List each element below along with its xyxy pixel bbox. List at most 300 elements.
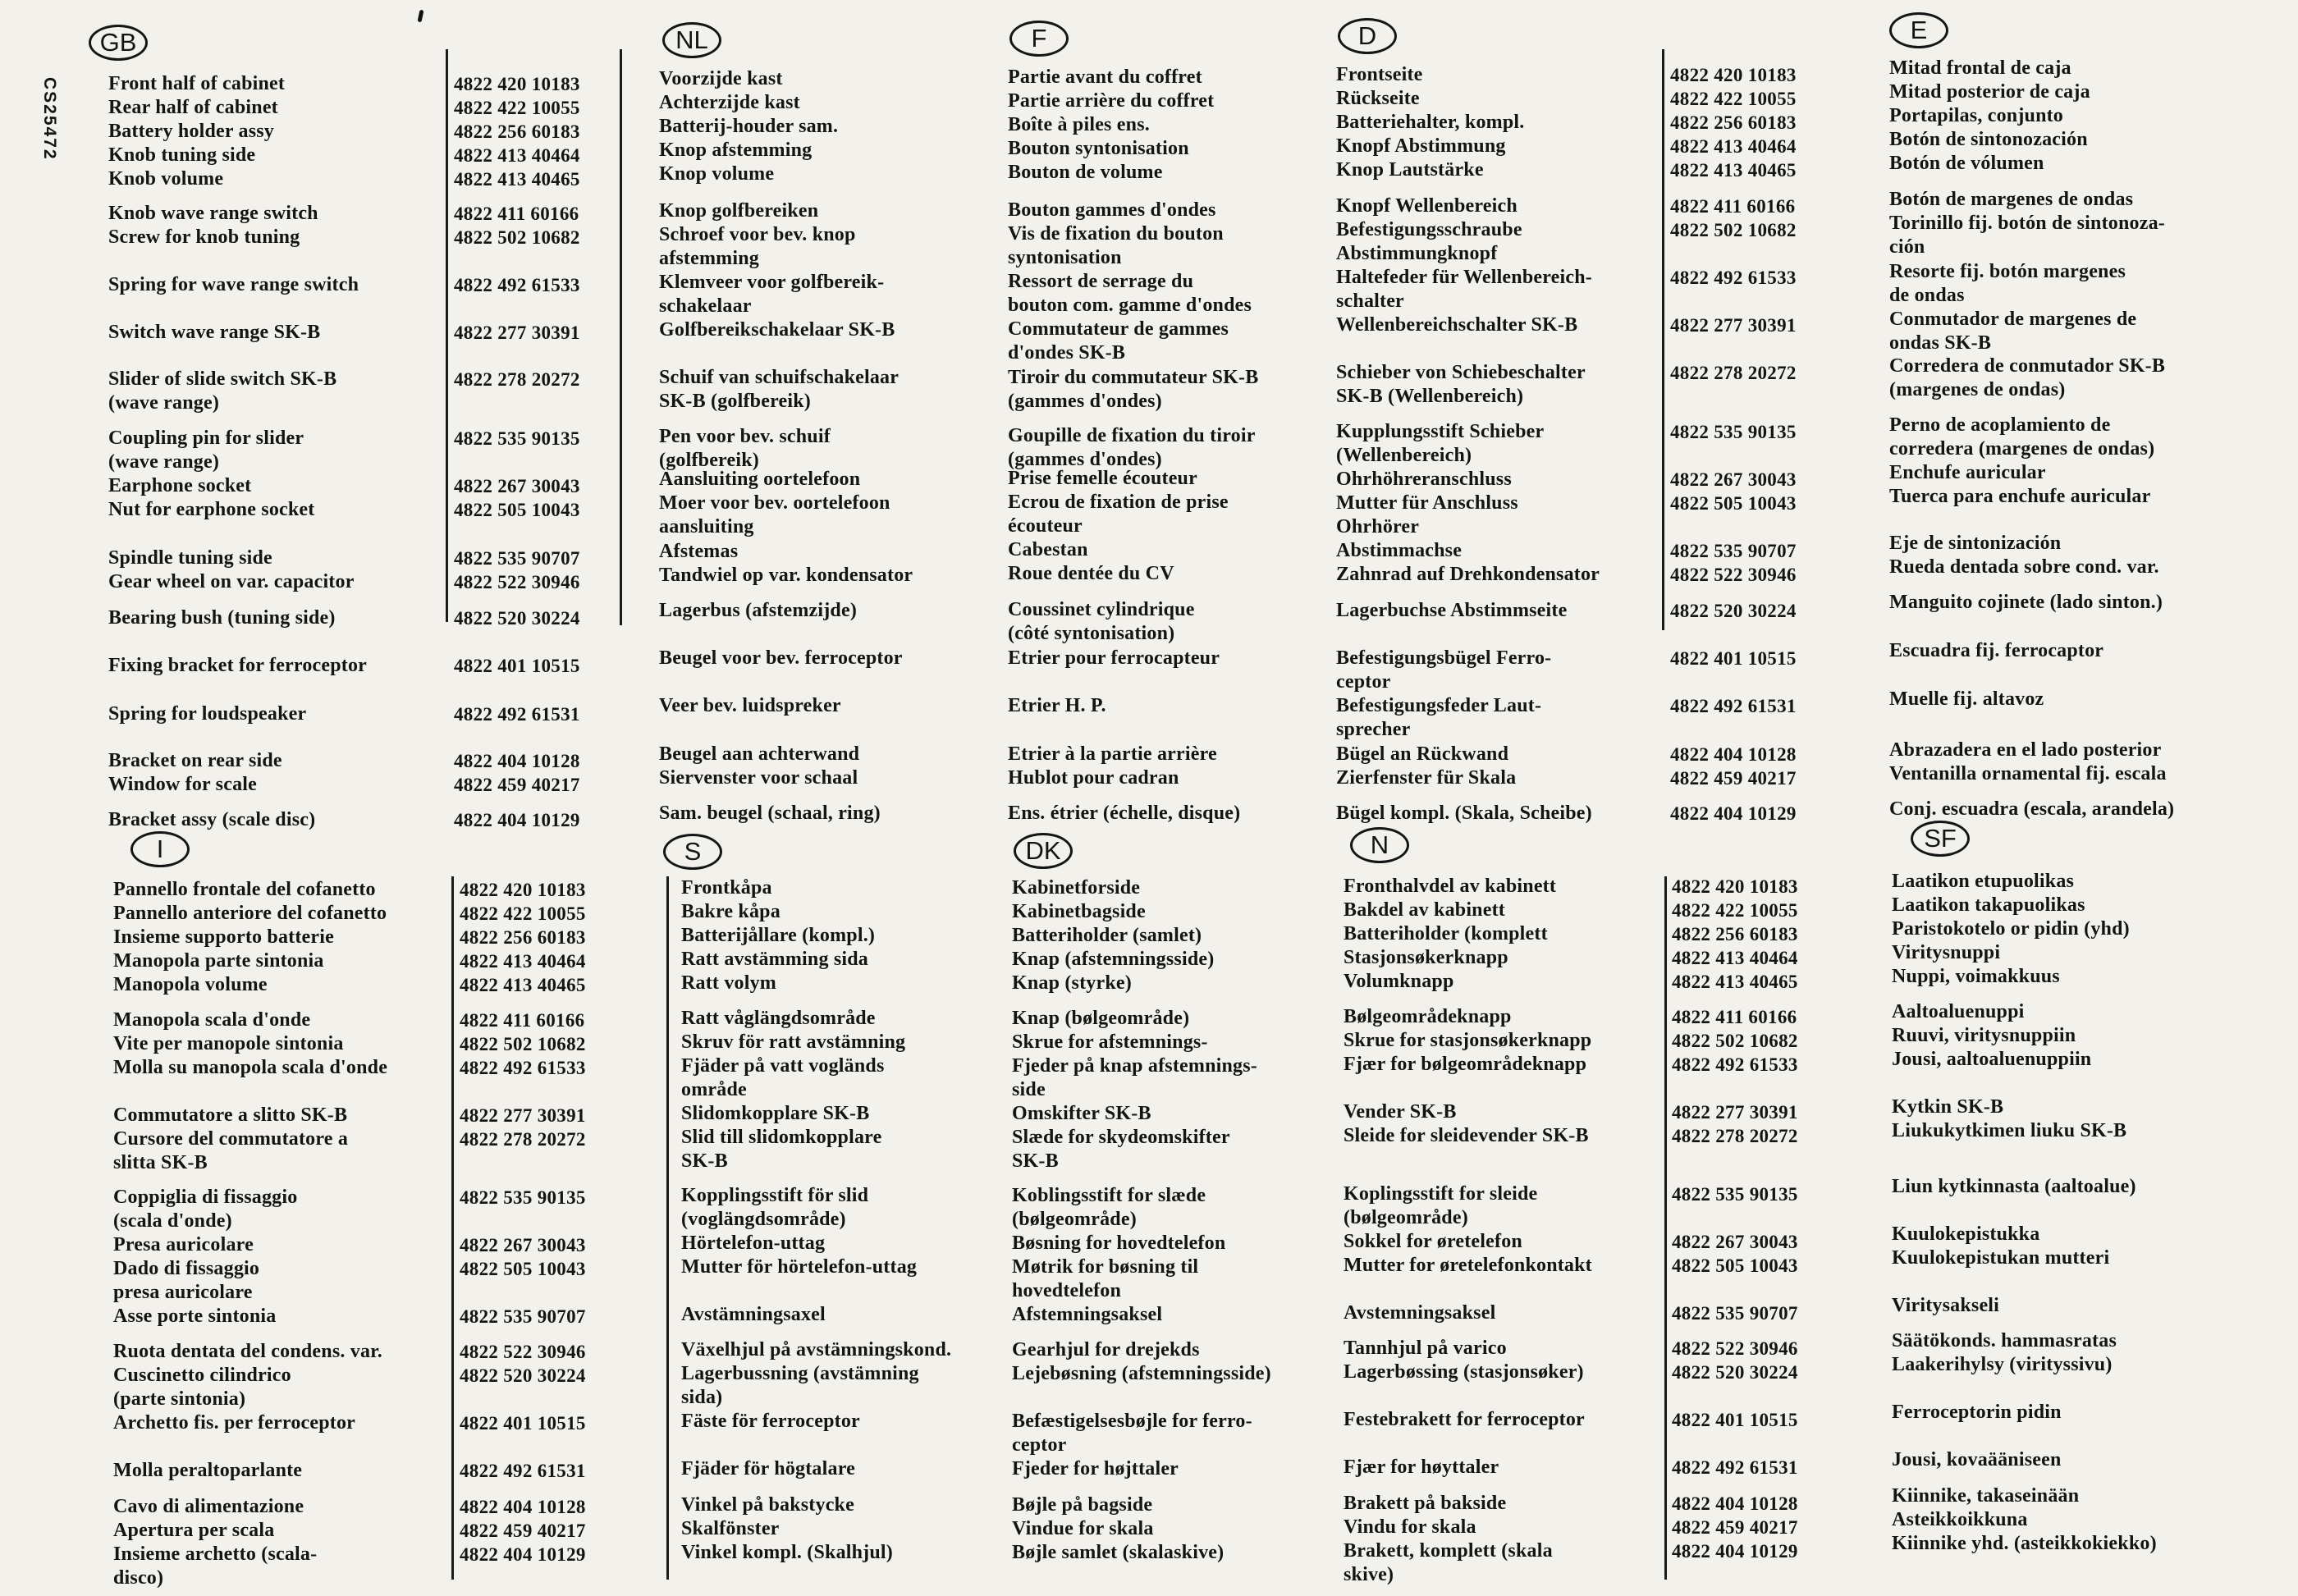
part-number-gb: 4822 535 90707 — [454, 548, 580, 569]
part-description-i: Coppiglia di fissaggio (scala d'onde) — [113, 1187, 298, 1232]
part-number-i: 4822 520 30224 — [460, 1365, 586, 1386]
part-number-i: 4822 492 61531 — [460, 1461, 586, 1481]
part-description-i: Archetto fis. per ferroceptor — [113, 1412, 356, 1434]
part-number-d: 4822 267 30043 — [1670, 469, 1797, 490]
part-number-d: 4822 502 10682 — [1670, 220, 1797, 240]
part-description-nl: Batterij-houder sam. — [659, 116, 839, 137]
part-description-gb: Earphone socket — [108, 475, 252, 496]
part-number-gb: 4822 404 10128 — [454, 751, 580, 771]
part-number-n: 4822 459 40217 — [1672, 1517, 1798, 1538]
part-number-i: 4822 404 10128 — [460, 1497, 586, 1517]
part-description-nl: Knop golfbereiken — [659, 200, 819, 222]
part-description-d: Abstimmachse — [1336, 540, 1463, 561]
part-description-d: Bügel kompl. (Skala, Scheibe) — [1336, 803, 1592, 824]
part-number-n: 4822 404 10128 — [1672, 1493, 1798, 1514]
part-description-sf: Laakerihylsy (virityssivu) — [1892, 1354, 2113, 1375]
language-badge-i: I — [130, 831, 190, 867]
part-description-f: Prise femelle écouteur — [1008, 468, 1197, 489]
language-badge-s: S — [663, 834, 722, 870]
part-description-d: Befestigungsschraube Abstimmungknopf — [1336, 219, 1522, 264]
part-description-nl: Schuif van schuifschakelaar SK-B (golfbereik) — [659, 367, 900, 412]
part-number-gb: 4822 267 30043 — [454, 476, 580, 496]
part-number-gb: 4822 492 61533 — [454, 275, 580, 295]
part-description-f: Cabestan — [1008, 539, 1088, 560]
part-number-n: 4822 492 61533 — [1672, 1054, 1798, 1075]
column-divider-n — [1664, 876, 1667, 1580]
part-number-i: 4822 422 10055 — [460, 903, 586, 924]
part-description-gb: Front half of cabinet — [108, 73, 286, 94]
part-number-d: 4822 256 60183 — [1670, 112, 1797, 133]
part-description-gb: Bracket assy (scale disc) — [108, 809, 316, 830]
part-description-n: Brakett på bakside — [1344, 1493, 1507, 1514]
part-description-e: Enchufe auricular — [1889, 462, 2046, 483]
part-number-gb: 4822 404 10129 — [454, 810, 580, 830]
part-description-f: Etrier pour ferrocapteur — [1008, 647, 1220, 669]
part-description-i: Apertura per scala — [113, 1520, 275, 1541]
part-number-gb: 4822 522 30946 — [454, 572, 580, 592]
part-number-gb: 4822 278 20272 — [454, 369, 580, 390]
part-description-sf: Paristokotelo or pidin (yhd) — [1892, 918, 2130, 940]
part-description-f: Ecrou de fixation de prise écouteur — [1008, 492, 1229, 537]
part-description-d: Knopf Wellenbereich — [1336, 195, 1518, 217]
part-description-dk: Knap (styrke) — [1012, 972, 1132, 994]
part-description-n: Bølgeområdeknapp — [1344, 1006, 1512, 1027]
part-description-n: Batteriholder (komplett — [1344, 923, 1548, 944]
part-description-e: Escuadra fij. ferrocaptor — [1889, 640, 2104, 661]
part-number-gb: 4822 535 90135 — [454, 428, 580, 449]
part-description-d: Zahnrad auf Drehkondensator — [1336, 564, 1600, 585]
part-description-e: Perno de acoplamiento de corredera (margenes de ondas) — [1889, 414, 2155, 460]
part-number-i: 4822 459 40217 — [460, 1521, 586, 1541]
part-number-i: 4822 505 10043 — [460, 1259, 586, 1279]
column-divider-s — [666, 876, 669, 1580]
part-description-dk: Lejebøsning (afstemningsside) — [1012, 1363, 1271, 1384]
part-number-n: 4822 535 90135 — [1672, 1184, 1798, 1205]
part-description-f: Bouton syntonisation — [1008, 138, 1189, 159]
part-number-gb: 4822 520 30224 — [454, 608, 580, 629]
part-number-d: 4822 420 10183 — [1670, 65, 1797, 85]
part-description-s: Avstämningsaxel — [681, 1304, 826, 1325]
part-description-gb: Bracket on rear side — [108, 750, 282, 771]
part-description-d: Frontseite — [1336, 64, 1423, 85]
ink-speck — [417, 10, 423, 23]
part-description-d: Mutter für Anschluss Ohrhörer — [1336, 492, 1518, 537]
part-number-i: 4822 413 40465 — [460, 975, 586, 995]
part-description-sf: Liun kytkinnasta (aaltoalue) — [1892, 1176, 2136, 1197]
part-description-s: Ratt volym — [681, 972, 776, 994]
part-description-dk: Bøjle på bagside — [1012, 1494, 1153, 1516]
part-description-f: Ens. étrier (échelle, disque) — [1008, 803, 1241, 824]
part-description-i: Cavo di alimentazione — [113, 1496, 304, 1517]
part-description-d: Rückseite — [1336, 88, 1420, 109]
part-number-n: 4822 520 30224 — [1672, 1362, 1798, 1383]
part-description-gb: Knob tuning side — [108, 144, 256, 166]
part-description-n: Brakett, komplett (skala skive) — [1344, 1540, 1553, 1585]
part-description-nl: Achterzijde kast — [659, 92, 800, 113]
part-description-gb: Bearing bush (tuning side) — [108, 607, 336, 629]
part-description-i: Ruota dentata del condens. var. — [113, 1341, 383, 1362]
part-description-f: Partie arrière du coffret — [1008, 90, 1215, 112]
part-description-n: Fjær for bølgeområdeknapp — [1344, 1054, 1587, 1075]
part-number-gb: 4822 459 40217 — [454, 775, 580, 795]
part-description-d: Zierfenster für Skala — [1336, 767, 1517, 789]
part-number-d: 4822 411 60166 — [1670, 196, 1796, 217]
part-description-gb: Screw for knob tuning — [108, 226, 300, 248]
part-description-dk: Bøsning for hovedtelefon — [1012, 1232, 1226, 1254]
part-description-f: Bouton de volume — [1008, 162, 1163, 183]
part-description-s: Frontkåpa — [681, 877, 772, 899]
language-badge-nl: NL — [662, 22, 721, 58]
part-number-d: 4822 401 10515 — [1670, 648, 1797, 669]
part-description-d: Ohrhöhreranschluss — [1336, 469, 1512, 490]
part-description-s: Ratt våglängdsområde — [681, 1008, 876, 1029]
part-number-n: 4822 420 10183 — [1672, 876, 1798, 897]
part-description-s: Vinkel på bakstycke — [681, 1494, 854, 1516]
part-description-dk: Bøjle samlet (skalaskive) — [1012, 1542, 1225, 1563]
part-description-e: Botón de sintonozación — [1889, 129, 2088, 150]
part-number-d: 4822 404 10128 — [1670, 744, 1797, 765]
part-description-f: Boîte à piles ens. — [1008, 114, 1150, 135]
part-number-i: 4822 278 20272 — [460, 1129, 586, 1150]
part-number-n: 4822 535 90707 — [1672, 1303, 1798, 1324]
part-number-d: 4822 535 90135 — [1670, 422, 1797, 442]
part-description-n: Festebrakett for ferroceptor — [1344, 1409, 1585, 1430]
part-description-dk: Koblingsstift for slæde (bølgeområde) — [1012, 1185, 1206, 1230]
part-description-nl: Golfbereikschakelaar SK-B — [659, 319, 895, 341]
part-description-i: Molla su manopola scala d'onde — [113, 1057, 388, 1078]
part-number-gb: 4822 256 60183 — [454, 121, 580, 142]
part-number-d: 4822 422 10055 — [1670, 89, 1797, 109]
part-number-gb: 4822 277 30391 — [454, 322, 580, 343]
part-description-s: Växelhjul på avstämningskond. — [681, 1339, 952, 1360]
part-description-s: Lagerbussning (avstämning sida) — [681, 1363, 919, 1408]
part-description-n: Skrue for stasjonsøkerknapp — [1344, 1030, 1592, 1051]
part-description-nl: Klemveer voor golfbereik- schakelaar — [659, 272, 885, 317]
part-number-i: 4822 413 40464 — [460, 951, 586, 972]
part-description-s: Bakre kåpa — [681, 901, 780, 922]
part-description-e: Eje de sintonización — [1889, 533, 2062, 554]
part-description-dk: Gearhjul for drejekds — [1012, 1339, 1200, 1360]
part-description-dk: Kabinetbagside — [1012, 901, 1146, 922]
part-description-i: Vite per manopole sintonia — [113, 1033, 344, 1054]
part-description-nl: Knop afstemming — [659, 139, 813, 161]
part-number-i: 4822 401 10515 — [460, 1413, 586, 1434]
part-description-i: Commutatore a slitto SK-B — [113, 1104, 348, 1126]
part-number-i: 4822 535 90135 — [460, 1187, 586, 1208]
part-description-f: Vis de fixation du bouton syntonisation — [1008, 223, 1224, 268]
part-description-sf: Aaltoaluenuppi — [1892, 1001, 2025, 1022]
part-description-e: Tuerca para enchufe auricular — [1889, 486, 2151, 507]
part-number-i: 4822 267 30043 — [460, 1235, 586, 1255]
part-number-n: 4822 413 40465 — [1672, 972, 1798, 992]
part-description-sf: Kytkin SK-B — [1892, 1096, 2004, 1118]
part-description-gb: Knob wave range switch — [108, 203, 318, 224]
part-description-d: Schieber von Schiebeschalter SK-B (Wellenbereich) — [1336, 362, 1586, 407]
part-description-f: Coussinet cylindrique (côté syntonisation) — [1008, 599, 1195, 644]
part-description-nl: Sam. beugel (schaal, ring) — [659, 803, 881, 824]
part-description-d: Knop Lautstärke — [1336, 159, 1484, 181]
part-description-s: Kopplingsstift för slid (voglängdsområde) — [681, 1185, 869, 1230]
part-description-dk: Knap (afstemningsside) — [1012, 949, 1215, 970]
part-number-n: 4822 502 10682 — [1672, 1031, 1798, 1051]
part-description-e: Mitad posterior de caja — [1889, 81, 2090, 103]
part-description-gb: Spring for loudspeaker — [108, 703, 307, 725]
part-description-f: Goupille de fixation du tiroir (gammes d'ondes) — [1008, 425, 1256, 470]
part-description-d: Wellenbereichschalter SK-B — [1336, 314, 1578, 336]
part-number-d: 4822 413 40464 — [1670, 136, 1797, 157]
part-description-sf: Liukukytkimen liuku SK-B — [1892, 1120, 2127, 1141]
part-number-n: 4822 404 10129 — [1672, 1541, 1798, 1562]
part-description-dk: Fjeder på knap afstemnings- side — [1012, 1055, 1257, 1100]
part-description-nl: Aansluiting oortelefoon — [659, 469, 861, 490]
part-description-e: Torinillo fij. botón de sintonoza- ción — [1889, 213, 2165, 258]
part-description-gb: Knob volume — [108, 168, 224, 190]
part-description-sf: Kuulokepistukan mutteri — [1892, 1247, 2110, 1269]
part-description-gb: Gear wheel on var. capacitor — [108, 571, 355, 592]
language-badge-f: F — [1009, 21, 1069, 57]
part-description-sf: Asteikkoikkuna — [1892, 1509, 2028, 1530]
part-description-i: Asse porte sintonia — [113, 1306, 277, 1327]
part-number-n: 4822 492 61531 — [1672, 1457, 1798, 1478]
part-number-gb: 4822 413 40465 — [454, 169, 580, 190]
part-description-f: Partie avant du coffret — [1008, 66, 1202, 88]
part-description-dk: Befæstigelsesbøjle for ferro- ceptor — [1012, 1411, 1252, 1456]
part-description-sf: Kiinnike yhd. (asteikkokiekko) — [1892, 1533, 2157, 1554]
part-description-gb: Window for scale — [108, 774, 257, 795]
part-description-i: Insieme supporto batterie — [113, 926, 334, 948]
part-description-e: Conmutador de margenes de ondas SK-B — [1889, 309, 2137, 354]
part-description-i: Cuscinetto cilindrico (parte sintonia) — [113, 1365, 291, 1410]
part-description-n: Tannhjul på varico — [1344, 1338, 1507, 1359]
part-description-n: Avstemningsaksel — [1344, 1302, 1496, 1324]
part-description-f: Hublot pour cadran — [1008, 767, 1179, 789]
column-divider-gb — [446, 49, 448, 622]
part-description-e: Portapilas, conjunto — [1889, 105, 2064, 126]
part-description-i: Insieme archetto (scala- disco) — [113, 1543, 318, 1589]
part-description-i: Pannello anteriore del cofanetto — [113, 903, 387, 924]
part-description-d: Haltefeder für Wellenbereich- schalter — [1336, 267, 1592, 312]
part-description-e: Mitad frontal de caja — [1889, 57, 2071, 79]
part-description-i: Presa auricolare — [113, 1234, 254, 1255]
part-number-i: 4822 492 61533 — [460, 1058, 586, 1078]
part-number-n: 4822 522 30946 — [1672, 1338, 1798, 1359]
part-description-s: Skruv för ratt avstämning — [681, 1031, 906, 1053]
part-description-nl: Siervenster voor schaal — [659, 767, 858, 789]
part-number-d: 4822 278 20272 — [1670, 363, 1797, 383]
part-number-i: 4822 277 30391 — [460, 1105, 586, 1126]
part-number-n: 4822 422 10055 — [1672, 900, 1798, 921]
language-badge-n: N — [1350, 827, 1409, 863]
part-description-sf: Ruuvi, viritysnuppiin — [1892, 1025, 2076, 1046]
part-description-e: Muelle fij. altavoz — [1889, 688, 2044, 710]
part-description-e: Rueda dentada sobre cond. var. — [1889, 556, 2159, 578]
part-description-s: Vinkel kompl. (Skalhjul) — [681, 1542, 893, 1563]
part-description-sf: Viritysakseli — [1892, 1295, 2000, 1316]
part-description-gb: Nut for earphone socket — [108, 499, 315, 520]
part-number-d: 4822 492 61531 — [1670, 696, 1797, 716]
part-description-nl: Tandwiel op var. kondensator — [659, 565, 913, 586]
part-description-n: Fjær for høyttaler — [1344, 1457, 1499, 1478]
part-description-nl: Schroef voor bev. knop afstemming — [659, 224, 856, 269]
part-description-sf: Laatikon takapuolikas — [1892, 894, 2085, 916]
part-description-sf: Säätökonds. hammasratas — [1892, 1330, 2117, 1351]
part-number-n: 4822 505 10043 — [1672, 1255, 1798, 1276]
part-description-s: Mutter för hörtelefon-uttag — [681, 1256, 918, 1278]
part-description-f: Etrier H. P. — [1008, 695, 1106, 716]
part-description-d: Bügel an Rückwand — [1336, 743, 1509, 765]
part-description-s: Skalfönster — [681, 1518, 780, 1539]
part-description-sf: Kiinnike, takaseinään — [1892, 1485, 2080, 1507]
part-number-gb: 4822 502 10682 — [454, 227, 580, 248]
column-divider-i — [451, 876, 454, 1580]
part-number-n: 4822 411 60166 — [1672, 1007, 1797, 1027]
part-description-sf: Nuppi, voimakkuus — [1892, 966, 2060, 987]
part-description-d: Batteriehalter, kompl. — [1336, 112, 1525, 133]
part-description-n: Bakdel av kabinett — [1344, 899, 1505, 921]
part-description-e: Ventanilla ornamental fij. escala — [1889, 763, 2167, 784]
part-number-d: 4822 492 61533 — [1670, 268, 1797, 288]
part-description-nl: Voorzijde kast — [659, 68, 783, 89]
part-description-sf: Jousi, aaltoaluenuppiin — [1892, 1049, 2092, 1070]
part-description-f: Etrier à la partie arrière — [1008, 743, 1217, 765]
part-description-sf: Viritysnuppi — [1892, 942, 2001, 963]
part-description-n: Lagerbøssing (stasjonsøker) — [1344, 1361, 1584, 1383]
part-number-n: 4822 413 40464 — [1672, 948, 1798, 968]
part-number-d: 4822 277 30391 — [1670, 315, 1797, 336]
part-number-i: 4822 535 90707 — [460, 1306, 586, 1327]
part-description-dk: Vindue for skala — [1012, 1518, 1154, 1539]
part-description-gb: Fixing bracket for ferroceptor — [108, 655, 368, 676]
part-description-s: Ratt avstämming sida — [681, 949, 869, 970]
column-divider-d — [1662, 49, 1664, 630]
part-number-d: 4822 520 30224 — [1670, 601, 1797, 621]
part-description-d: Befestigungsbügel Ferro- ceptor — [1336, 647, 1552, 693]
part-number-i: 4822 256 60183 — [460, 927, 586, 948]
part-description-f: Tiroir du commutateur SK-B (gammes d'ondes) — [1008, 367, 1259, 412]
part-description-s: Fäste för ferroceptor — [681, 1411, 860, 1432]
part-description-e: Manguito cojinete (lado sinton.) — [1889, 592, 2163, 613]
part-description-nl: Knop volume — [659, 163, 775, 185]
part-number-gb: 4822 420 10183 — [454, 74, 580, 94]
part-number-gb: 4822 505 10043 — [454, 500, 580, 520]
part-number-d: 4822 522 30946 — [1670, 565, 1797, 585]
part-description-d: Knopf Abstimmung — [1336, 135, 1506, 157]
part-description-s: Batterijållare (kompl.) — [681, 925, 876, 946]
part-number-gb: 4822 401 10515 — [454, 656, 580, 676]
part-description-dk: Fjeder for højttaler — [1012, 1458, 1179, 1479]
part-description-dk: Batteriholder (samlet) — [1012, 925, 1202, 946]
part-description-gb: Spindle tuning side — [108, 547, 272, 569]
part-description-nl: Beugel aan achterwand — [659, 743, 860, 765]
part-description-gb: Slider of slide switch SK-B (wave range) — [108, 368, 337, 414]
part-description-i: Cursore del commutatore a slitta SK-B — [113, 1128, 349, 1173]
part-description-n: Stasjonsøkerknapp — [1344, 947, 1508, 968]
part-description-n: Vindu for skala — [1344, 1516, 1476, 1538]
part-description-n: Volumknapp — [1344, 971, 1454, 992]
part-number-i: 4822 502 10682 — [460, 1034, 586, 1054]
part-description-s: Hörtelefon-uttag — [681, 1232, 826, 1254]
part-description-gb: Battery holder assy — [108, 121, 275, 142]
part-description-dk: Afstemningsaksel — [1012, 1304, 1163, 1325]
part-description-n: Mutter for øretelefonkontakt — [1344, 1255, 1592, 1276]
column-divider-nl — [620, 49, 622, 625]
language-badge-sf: SF — [1911, 821, 1970, 857]
part-description-dk: Skrue for afstemnings- — [1012, 1031, 1208, 1053]
part-description-nl: Pen voor bev. schuif (golfbereik) — [659, 426, 831, 471]
part-description-n: Sokkel for øretelefon — [1344, 1231, 1522, 1252]
page-code: CS25472 — [40, 77, 59, 161]
part-description-i: Pannello frontale del cofanetto — [113, 879, 376, 900]
part-description-d: Befestigungsfeder Laut- sprecher — [1336, 695, 1542, 740]
part-number-d: 4822 535 90707 — [1670, 541, 1797, 561]
part-description-n: Sleide for sleidevender SK-B — [1344, 1125, 1589, 1146]
part-description-e: Corredera de conmutador SK-B (margenes de ondas) — [1889, 355, 2166, 400]
part-description-s: Fjäder på vatt vogländs område — [681, 1055, 885, 1100]
part-description-i: Molla peraltoparlante — [113, 1460, 303, 1481]
part-description-n: Koplingsstift for sleide (bølgeområde) — [1344, 1183, 1538, 1228]
part-description-dk: Knap (bølgeområde) — [1012, 1008, 1190, 1029]
part-description-dk: Kabinetforside — [1012, 877, 1141, 899]
part-number-i: 4822 420 10183 — [460, 880, 586, 900]
part-number-d: 4822 413 40465 — [1670, 160, 1797, 181]
part-number-n: 4822 401 10515 — [1672, 1410, 1798, 1430]
part-description-sf: Jousi, kovaääniseen — [1892, 1449, 2062, 1470]
part-description-d: Kupplungsstift Schieber (Wellenbereich) — [1336, 421, 1545, 466]
part-description-i: Manopola parte sintonia — [113, 950, 324, 972]
part-description-gb: Spring for wave range switch — [108, 274, 359, 295]
part-number-i: 4822 411 60166 — [460, 1010, 585, 1031]
language-badge-dk: DK — [1014, 833, 1073, 869]
part-description-gb: Switch wave range SK-B — [108, 322, 321, 343]
part-number-gb: 4822 422 10055 — [454, 98, 580, 118]
part-number-d: 4822 404 10129 — [1670, 803, 1797, 824]
part-description-nl: Veer bev. luidspreker — [659, 695, 841, 716]
part-description-s: Fjäder för högtalare — [681, 1458, 855, 1479]
part-number-gb: 4822 413 40464 — [454, 145, 580, 166]
language-badge-gb: GB — [89, 25, 148, 61]
part-description-f: Roue dentée du CV — [1008, 563, 1174, 584]
part-description-dk: Omskifter SK-B — [1012, 1103, 1151, 1124]
part-description-n: Vender SK-B — [1344, 1101, 1457, 1123]
part-description-e: Conj. escuadra (escala, arandela) — [1889, 798, 2175, 820]
part-description-n: Fronthalvdel av kabinett — [1344, 876, 1557, 897]
part-number-gb: 4822 411 60166 — [454, 204, 579, 224]
part-description-dk: Slæde for skydeomskifter SK-B — [1012, 1127, 1230, 1172]
language-badge-d: D — [1338, 18, 1397, 54]
part-description-nl: Lagerbus (afstemzijde) — [659, 600, 858, 621]
part-number-i: 4822 522 30946 — [460, 1342, 586, 1362]
part-number-gb: 4822 492 61531 — [454, 704, 580, 725]
part-description-nl: Beugel voor bev. ferroceptor — [659, 647, 903, 669]
part-number-d: 4822 459 40217 — [1670, 768, 1797, 789]
part-description-e: Abrazadera en el lado posterior — [1889, 739, 2162, 761]
part-description-f: Bouton gammes d'ondes — [1008, 199, 1216, 221]
part-description-e: Botón de vólumen — [1889, 153, 2044, 174]
part-description-f: Commutateur de gammes d'ondes SK-B — [1008, 318, 1229, 364]
part-number-n: 4822 267 30043 — [1672, 1232, 1798, 1252]
part-description-e: Botón de margenes de ondas — [1889, 189, 2134, 210]
part-description-i: Manopola volume — [113, 974, 268, 995]
part-number-n: 4822 256 60183 — [1672, 924, 1798, 944]
part-description-f: Ressort de serrage du bouton com. gamme d'ondes — [1008, 271, 1252, 316]
part-number-n: 4822 277 30391 — [1672, 1102, 1798, 1123]
part-description-sf: Ferroceptorin pidin — [1892, 1402, 2062, 1423]
part-description-gb: Rear half of cabinet — [108, 97, 278, 118]
language-badge-e: E — [1889, 12, 1948, 48]
part-description-e: Resorte fij. botón margenes de ondas — [1889, 261, 2126, 306]
part-description-sf: Kuulokepistukka — [1892, 1223, 2040, 1245]
part-number-d: 4822 505 10043 — [1670, 493, 1797, 514]
